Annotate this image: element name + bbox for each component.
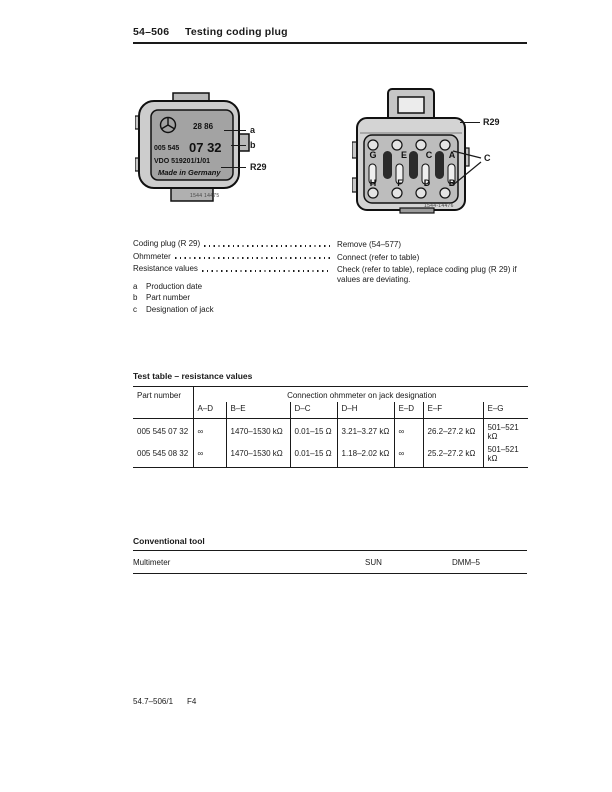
footer-page-ref: 54.7–506/1 [133, 697, 174, 706]
header-rule [133, 42, 527, 44]
part-number-cell: 005 545 08 32 [133, 443, 193, 468]
value-cell: 1470–1530 kΩ [226, 418, 290, 443]
tools-section-title: Conventional tool [133, 536, 205, 546]
jack-letter: F [397, 178, 403, 188]
leader-line-a [224, 130, 246, 131]
value-cell: 25.2–27.2 kΩ [423, 443, 483, 468]
col-header-ed: E–D [394, 402, 423, 418]
col-header-eg: E–G [483, 402, 528, 418]
procedure-list [133, 240, 527, 287]
page-title: Testing coding plug [185, 26, 288, 38]
legend-text: Designation of jack [146, 304, 214, 314]
procedure-action: Connect (refer to table) [337, 252, 420, 262]
label-a: a [250, 125, 256, 135]
tool-model: DMM–5 [452, 558, 481, 567]
leader-lines-c [450, 145, 482, 190]
legend-list [133, 283, 214, 317]
plate-part-prefix: 005 545 [154, 145, 180, 152]
leader-line-r29-connector [460, 122, 480, 123]
legend-text: Production date [146, 282, 203, 291]
col-header-dc: D–C [290, 402, 337, 418]
coding-plug-illustration [135, 92, 251, 204]
page-footer [133, 697, 210, 706]
dot-leader [175, 257, 331, 259]
tools-rule [133, 573, 527, 574]
procedure-row [133, 240, 527, 249]
col-header-be: B–E [226, 402, 290, 418]
procedure-row [133, 253, 527, 262]
procedure-item: Ohmmeter [133, 251, 171, 261]
footer-code: F4 [187, 697, 197, 706]
tool-brand: SUN [365, 558, 382, 567]
jack-letter: C [425, 150, 433, 160]
plate-production-date: 28 86 [193, 122, 214, 131]
value-cell: 3.21–3.27 kΩ [337, 418, 394, 443]
label-c: C [484, 153, 491, 163]
label-b: b [250, 140, 256, 150]
value-cell: ∞ [394, 418, 423, 443]
dot-leader [202, 270, 331, 272]
table-row [133, 443, 528, 468]
legend-text: Part number [146, 293, 191, 303]
table-row [133, 418, 528, 443]
value-cell: ∞ [193, 418, 226, 443]
jack-letter: H [369, 178, 377, 188]
legend-row [133, 294, 214, 303]
dot-leader [204, 245, 331, 247]
doc-number: 54–506 [133, 26, 170, 38]
jack-letter: G [369, 150, 377, 160]
legend-row [133, 306, 214, 315]
part-number-cell: 005 545 07 32 [133, 418, 193, 443]
figure-number: 1544-14476 [424, 203, 454, 209]
value-cell: 501–521 kΩ [483, 418, 528, 443]
plate-part-main: 07 32 [189, 140, 222, 155]
procedure-item: Resistance values [133, 264, 198, 274]
test-table [133, 386, 528, 468]
connector-latch-hole [398, 97, 424, 113]
value-cell: 26.2–27.2 kΩ [423, 418, 483, 443]
test-table-title: Test table – resistance values [133, 371, 253, 381]
leader-line-b [231, 145, 246, 146]
legend-key: a [133, 282, 138, 291]
value-cell: ∞ [394, 443, 423, 468]
tools-rule [133, 550, 527, 551]
leader-line-r29 [221, 167, 246, 168]
legend-key: c [133, 304, 137, 314]
procedure-action: Remove (54–577) [337, 240, 402, 249]
value-cell: 501–521 kΩ [483, 443, 528, 468]
legend-row [133, 283, 214, 292]
jack-letter: D [423, 178, 431, 188]
part-number-col-header: Part number [133, 387, 193, 419]
legend-key: b [133, 293, 138, 303]
figure-number: 1544 14475 [190, 193, 220, 199]
col-header-ef: E–F [423, 402, 483, 418]
jack-letter: B [448, 178, 456, 188]
label-r29-connector: R29 [483, 117, 500, 127]
plate-vdo-line: VDO 519201/1/01 [154, 158, 211, 165]
value-cell: ∞ [197, 449, 204, 458]
value-cell: 1470–1530 kΩ [226, 443, 290, 468]
col-header-dh: D–H [337, 402, 394, 418]
span-col-header: Connection ohmmeter on jack designation [287, 391, 437, 400]
value-cell: 0.01–15 Ω [290, 443, 337, 468]
plate-made-in: Made in Germany [158, 168, 221, 177]
tool-name: Multimeter [133, 558, 171, 567]
value-cell: 1.18–2.02 kΩ [337, 443, 394, 468]
value-cell: 0.01–15 Ω [290, 418, 337, 443]
col-header-ad: A–D [197, 404, 214, 413]
procedure-action: Check (refer to table), replace coding plug (R 29) if values are deviating. [337, 265, 517, 284]
jack-letter: E [400, 150, 408, 160]
jack-letter: A [448, 150, 456, 160]
label-r29: R29 [250, 162, 267, 172]
procedure-item: Coding plug (R 29) [133, 239, 201, 248]
